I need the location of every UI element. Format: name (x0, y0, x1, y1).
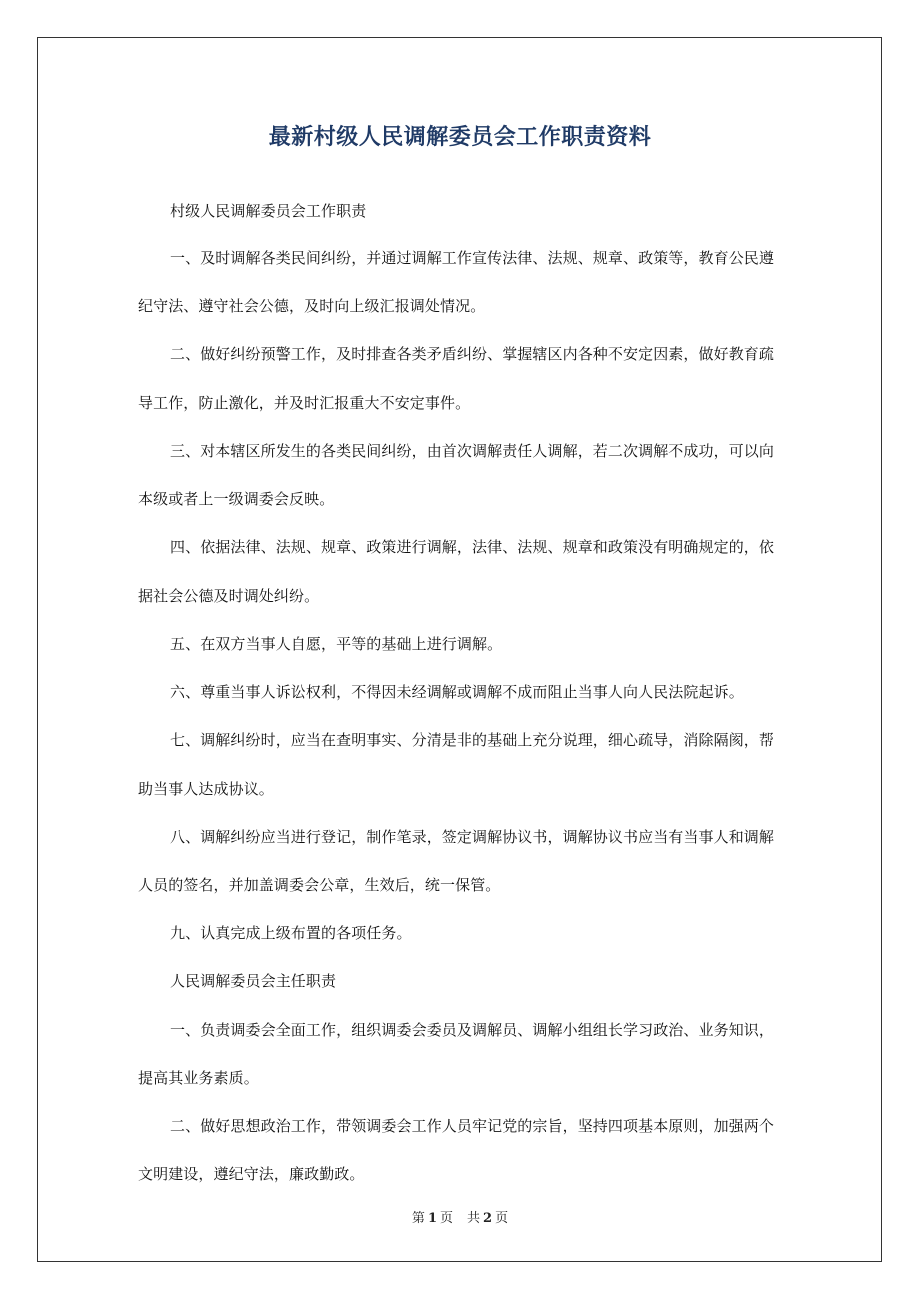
paragraph-line: 文明建设，遵纪守法，廉政勤政。 (138, 1165, 365, 1183)
paragraph-line: 四、依据法律、法规、规章、政策进行调解，法律、法规、规章和政策没有明确规定的，依 (170, 538, 775, 556)
paragraph-line: 二、做好思想政治工作，带领调委会工作人员牢记党的宗旨，坚持四项基本原则，加强两个 (170, 1117, 775, 1135)
paragraph-line: 据社会公德及时调处纠纷。 (138, 587, 320, 605)
paragraph-line: 九、认真完成上级布置的各项任务。 (170, 924, 412, 942)
total-unit: 页 (495, 1211, 509, 1226)
section-heading-director: 人民调解委员会主任职责 (170, 972, 337, 990)
paragraph-line: 八、调解纠纷应当进行登记，制作笔录，签定调解协议书，调解协议书应当有当事人和调解 (170, 828, 775, 846)
paragraph-line: 三、对本辖区所发生的各类民间纠纷，由首次调解责任人调解，若二次调解不成功，可以向 (170, 442, 775, 460)
page-unit: 页 (439, 1211, 453, 1226)
paragraph-line: 七、调解纠纷时，应当在查明事实、分清是非的基础上充分说理，细心疏导，消除隔阂，帮 (170, 731, 775, 749)
paragraph-line: 二、做好纠纷预警工作，及时排查各类矛盾纠纷、掌握辖区内各种不安定因素，做好教育疏 (170, 345, 775, 363)
paragraph-line: 五、在双方当事人自愿，平等的基础上进行调解。 (170, 635, 503, 653)
paragraph-line: 本级或者上一级调委会反映。 (138, 490, 335, 508)
page-number-footer (0, 1207, 920, 1226)
paragraph-line: 人员的签名，并加盖调委会公章，生效后，统一保管。 (138, 876, 501, 894)
paragraph-line: 助当事人达成协议。 (138, 780, 274, 798)
paragraph-line: 纪守法、遵守社会公德，及时向上级汇报调处情况。 (138, 297, 486, 315)
paragraph-line: 一、负责调委会全面工作，组织调委会委员及调解员、调解小组组长学习政治、业务知识， (170, 1021, 775, 1039)
section-heading-committee: 村级人民调解委员会工作职责 (170, 202, 367, 220)
page-total: 2 (483, 1211, 493, 1226)
paragraph-line: 提高其业务素质。 (138, 1069, 259, 1087)
page-current: 1 (427, 1211, 437, 1226)
total-prefix: 共 (467, 1211, 481, 1226)
paragraph-line: 六、尊重当事人诉讼权利，不得因未经调解或调解不成而阻止当事人向人民法院起诉。 (170, 683, 744, 701)
document-title: 最新村级人民调解委员会工作职责资料 (268, 125, 652, 150)
paragraph-line: 导工作，防止激化，并及时汇报重大不安定事件。 (138, 394, 471, 412)
paragraph-line: 一、及时调解各类民间纠纷，并通过调解工作宣传法律、法规、规章、政策等，教育公民遵 (170, 249, 775, 267)
page-prefix: 第 (411, 1211, 425, 1226)
